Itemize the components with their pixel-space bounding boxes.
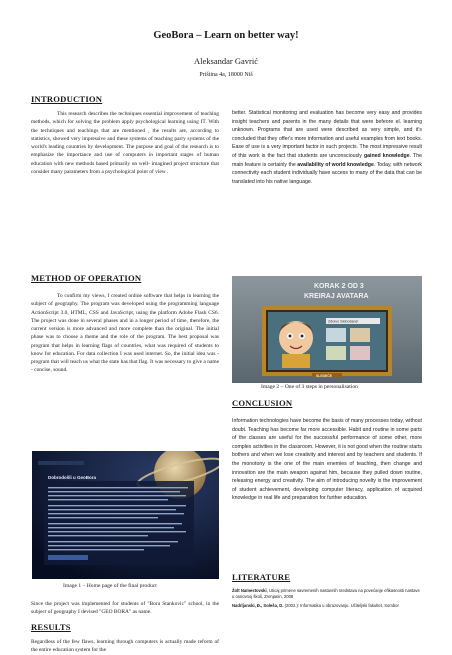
figure-1-graphic (32, 451, 219, 579)
reference-1-author: Žolt Namestovski (232, 588, 267, 593)
figure-2-next-button-label: SLEDEĆE (316, 374, 333, 378)
after-figure-1-text: Since the project was implemented for students of "Bora Stankovic" school, in the subject of geography I devised "GEO BORA" as name. (31, 601, 219, 616)
intro-right-part-a: better. Statistical monitoring and evaluation has become very easy and provides insight teachers and parents in the many details that were befeore el. learning unknown. Programs that are used were described as very simple, and it's concluded that they offer's more information and useful examples from text books. Ease of use is a very important factor in such projects. The most impressive result of this work is the fact that students are unconsciously (232, 110, 422, 159)
figure-2-caption: Image 2 – One of 3 steps in personalisation (261, 384, 358, 390)
figure-2-banner-line2: KREIRAJ AVATARA (304, 293, 369, 300)
results-text: Regardless of the few flaws, learning through computers is actually made reform of the entire education system for the (31, 639, 219, 654)
results-heading: RESULTS (31, 622, 71, 632)
figure-2-graphic (232, 276, 422, 383)
introduction-text-left: This research describes the techniques essential improvement of teaching methods, which for solving the problem apply psychological learning using IT. With the techniques and teachings that are mentioned , the results are, according to statistics, showed very impressive and these systems of teaching parry systems of the world's leading countries by development. The purpose and goal of the research is to emphasize the importance and use of computers in important stages of human education with new methods based primarily on well- imagined project structure that consider many parameters from a psychological point of view . (31, 111, 219, 175)
reference-2-author: Nadrljanski, Đ., Soleša, D. (232, 603, 284, 608)
figure-2-field-label: Zdravo Slobodane! (328, 319, 359, 324)
reference-2-details: (2002.): Informatika u obrazovanju. Učiteljski fakultet, Sombor (283, 603, 399, 608)
figure-2-banner-line1: KORAK 2 OD 3 (314, 283, 364, 290)
intro-right-part-c: . Today, with network connectivity each student individually have access to many of the data that can be translated into his native language. (232, 161, 423, 185)
introduction-text-right (232, 109, 422, 186)
paper-title: GeoBora – Learn on better way! (153, 30, 299, 41)
reference-1-details: , Uticaj primene savremenih nastavnih sredstava na povećanje efikasnosti nastave u osnovnoj školi, Zrenjanin, 2008 (232, 588, 420, 599)
introduction-heading: INTRODUCTION (31, 94, 103, 104)
author-address: Priština 4a, 18000 Niš (199, 72, 253, 78)
literature-heading: LITERATURE (232, 572, 291, 582)
figure-1-screen-title: Dobrodošli u GeoBora (48, 475, 97, 480)
method-text: To confirm my views, I created online software that helps in learning the subject of geography. The program was developed using the programming language ActionScript 3.0, HTML, CSS and JavaScript, using the platform Adobe Flash CS6. The project was done in several phases and in a longer period of time, therefore, the current version is more advanced and more complete than the original. The initial phase was to choose a theme and the role of the program. The best proposal was program that helps in learning flags of countries, what was required of students to know for education. For data collection I was used internet. So, the initial idea was - program that will teach us what the state has that flag. It was necessary to give a name - concise, sound. (31, 293, 219, 374)
figure-2-personalisation-screenshot (232, 276, 422, 383)
intro-right-part-b: . The main feature is certainly the (232, 152, 422, 168)
conclusion-heading: CONCLUSION (232, 398, 293, 408)
method-heading: METHOD OF OPERATION (31, 273, 142, 283)
intro-bold-availability: availability of world knowledge (297, 161, 374, 168)
conclusion-text: Information technologies have become the basis of many processes today, without doubt. Teaching has become far more accessible. Habit and routine in some parts of the classes are useful for the successful performance of some other, more complex activities in the classroom. However, it is not good when the routine starts bothers and when we lose creativity and interest and by teachers and students. If the monotony is the one of the main enemies of teaching, then change and innovation are the main weapon against him, because they pulled down routine, releasing energy and creativity. The aim of introducing novelty is the improvement of student achievement, developing computer literacy, application of acquired knowledge in real life and preparation for further education. (232, 418, 422, 502)
reference-1 (232, 588, 422, 599)
figure-1-caption: Image 1 – Home page of the final product (63, 583, 157, 589)
reference-2 (232, 603, 422, 609)
intro-bold-gained-knowledge: gained knowledge (363, 152, 410, 159)
author-name: Aleksandar Gavrić (194, 56, 258, 66)
figure-1-home-page-screenshot (32, 451, 219, 579)
